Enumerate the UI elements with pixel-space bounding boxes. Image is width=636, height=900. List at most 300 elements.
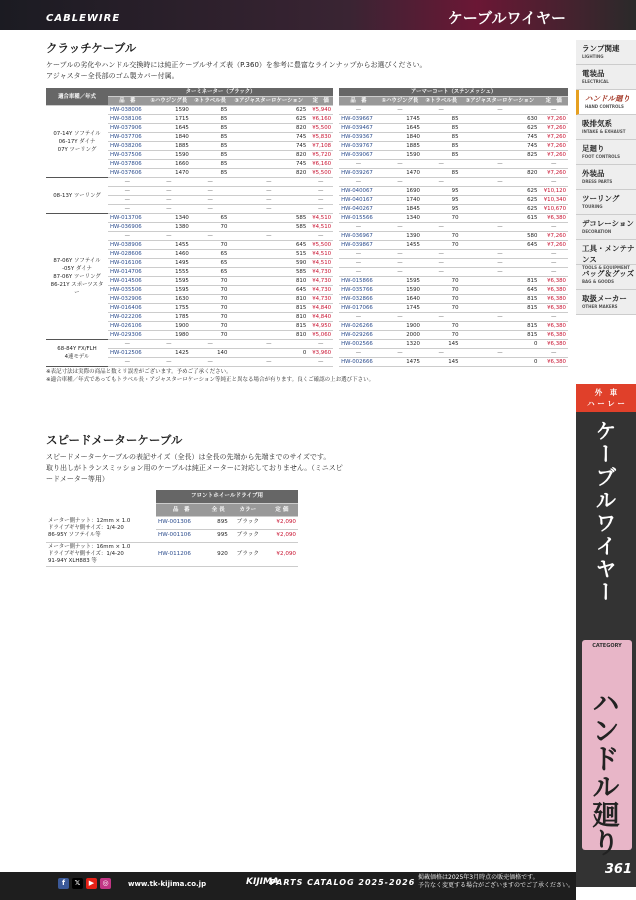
sidebar-item-sublabel: ELECTRICAL: [582, 79, 609, 84]
price: —: [539, 313, 568, 322]
sidebar-item-sublabel: BAG & GOODS: [582, 279, 614, 284]
price: —: [308, 340, 333, 349]
instagram-icon[interactable]: ◎: [100, 878, 111, 889]
clutch-section: [46, 36, 568, 384]
value: 85: [191, 160, 230, 169]
part-number: HW-037606: [108, 169, 147, 178]
value: 85: [191, 106, 230, 115]
value: 585: [229, 223, 308, 232]
value: —: [378, 268, 422, 277]
table-row: [46, 232, 568, 241]
part-number: HW-001306: [156, 516, 206, 529]
part-number: —: [108, 205, 147, 214]
sidebar-item[interactable]: [576, 215, 636, 240]
value: 65: [191, 259, 230, 268]
value: 1885: [147, 142, 191, 151]
value: —: [191, 358, 230, 367]
intro-line: ケーブルの劣化やハンドル交換時には純正ケーブルサイズ表（P.360）を参考に豊富なラインナップからお選びください。: [46, 61, 427, 69]
value: 95: [422, 196, 461, 205]
part-number: HW-016406: [108, 304, 147, 313]
value: 745: [229, 142, 308, 151]
value: 1595: [147, 286, 191, 295]
price: ¥7,260: [539, 232, 568, 241]
footer-note-line: 掲載価格は2025年3月時点の販売価格です。: [418, 874, 539, 881]
value: —: [378, 250, 422, 259]
value: 1425: [147, 349, 191, 358]
value: 95: [422, 205, 461, 214]
part-number: HW-015566: [339, 214, 378, 223]
value: 1745: [378, 115, 422, 124]
value: 625: [461, 205, 540, 214]
col-header: 品 番: [156, 503, 206, 516]
sns-icons: [58, 878, 111, 889]
part-number: HW-016106: [108, 259, 147, 268]
col-header: ①ハウジング長: [378, 97, 422, 106]
clutch-notes: [46, 368, 568, 384]
value: 1475: [378, 358, 422, 367]
value: 70: [422, 277, 461, 286]
value: 70: [191, 331, 230, 340]
sidebar-item-label: ツーリング: [582, 194, 620, 203]
value: 1900: [147, 322, 191, 331]
col-header: ②トラベル長: [422, 97, 461, 106]
header-title: ケーブルワイヤー: [447, 9, 566, 27]
sidebar-item-sublabel: DECORATION: [582, 229, 612, 234]
sidebar-item[interactable]: [576, 240, 636, 270]
part-number: —: [108, 178, 147, 187]
model-cell: 87-06Y ソフテイル -05Y ダイナ 87-06Y ツーリング 86-21Y スポーツスター: [46, 214, 108, 340]
value: 645: [229, 241, 308, 250]
price: ¥6,380: [539, 304, 568, 313]
footer-note-line: 予告なく変更する場合がございますのでご了承ください。: [418, 882, 575, 889]
value: 585: [229, 214, 308, 223]
model-cell: 07-14Y ソフテイル 06-17Y ダイナ 07Y ツーリング: [46, 106, 108, 178]
price: ¥4,510: [308, 250, 333, 259]
value: 825: [461, 151, 540, 160]
clutch-intro: [46, 60, 568, 82]
table-row: [46, 295, 568, 304]
value: 820: [229, 124, 308, 133]
header-bar: [0, 0, 636, 30]
value: 85: [191, 151, 230, 160]
value: —: [378, 313, 422, 322]
intro-line: スピードメーターケーブルの表記サイズ（全長）は全長の先端から先端までのサイズです。: [46, 453, 331, 461]
table-row: [46, 124, 568, 133]
fitment-cell: メーター側ナット：16mm × 1.0 ドライブギヤ側サイズ：1/4-20 91-94Y XLH883 等: [46, 542, 156, 566]
value: 1845: [378, 205, 422, 214]
part-number: HW-013706: [108, 214, 147, 223]
value: 1715: [147, 115, 191, 124]
col-header: ③アジャスターロケーション: [229, 97, 308, 106]
value: 0: [229, 349, 308, 358]
sidebar-item[interactable]: [576, 140, 636, 165]
price: —: [539, 106, 568, 115]
sidebar-item-label: 電装品: [582, 69, 605, 78]
value: 145: [422, 358, 461, 367]
sidebar-item-sublabel: OTHER MAKERS: [582, 304, 618, 309]
part-number: HW-039667: [339, 115, 378, 124]
part-number: HW-001106: [156, 529, 206, 542]
value: 810: [229, 295, 308, 304]
value: 70: [422, 214, 461, 223]
price: —: [308, 187, 333, 196]
value: —: [191, 205, 230, 214]
speedo-intro: [46, 452, 346, 485]
price: ¥6,380: [539, 286, 568, 295]
price: ¥4,510: [308, 214, 333, 223]
price: ¥2,090: [266, 529, 298, 542]
value: 70: [191, 223, 230, 232]
value: 70: [422, 304, 461, 313]
table-row: [46, 142, 568, 151]
price: ¥5,940: [308, 106, 333, 115]
value: —: [191, 178, 230, 187]
value: —: [191, 196, 230, 205]
value: 1320: [378, 340, 422, 349]
col-header: 品 番: [339, 97, 378, 106]
col-header: 定 価: [308, 97, 333, 106]
part-number: HW-002566: [339, 340, 378, 349]
col-header: 定 価: [539, 97, 568, 106]
value: 745: [461, 133, 540, 142]
sidebar-item[interactable]: [576, 40, 636, 65]
part-number: HW-014506: [108, 277, 147, 286]
value: 70: [422, 331, 461, 340]
value: —: [229, 340, 308, 349]
value: 895: [206, 516, 229, 529]
part-number: —: [108, 340, 147, 349]
col-header: カラー: [230, 503, 266, 516]
value: 85: [422, 151, 461, 160]
value: 85: [191, 142, 230, 151]
value: 745: [229, 160, 308, 169]
sidebar-item-label: 外装品: [582, 169, 605, 178]
part-number: HW-037906: [108, 124, 147, 133]
value: 1390: [378, 232, 422, 241]
part-number: HW-017066: [339, 304, 378, 313]
value: 1840: [147, 133, 191, 142]
value: 1690: [378, 187, 422, 196]
sidebar-item[interactable]: [576, 290, 636, 315]
sidebar-item-sublabel: FOOT CONTROLS: [582, 154, 620, 159]
price: ¥6,160: [308, 115, 333, 124]
table-row: [46, 187, 568, 196]
sidebar-item-sublabel: TOOLS & EQUIPMENT: [582, 265, 630, 270]
part-number: HW-038006: [108, 106, 147, 115]
side-block-harley: [576, 384, 636, 412]
table-row: [46, 331, 568, 340]
value: 1660: [147, 160, 191, 169]
value: —: [191, 187, 230, 196]
sidebar-item[interactable]: [576, 65, 636, 90]
price: ¥4,950: [308, 322, 333, 331]
value: —: [422, 178, 461, 187]
value: —: [147, 205, 191, 214]
value: 85: [191, 169, 230, 178]
price: ¥7,260: [539, 124, 568, 133]
table-row: [46, 322, 568, 331]
part-number: —: [339, 178, 378, 187]
value: 1745: [378, 304, 422, 313]
part-number: HW-032866: [339, 295, 378, 304]
value: 810: [229, 277, 308, 286]
table-row: [46, 340, 568, 349]
value: 85: [422, 169, 461, 178]
value: 625: [461, 124, 540, 133]
table-row: [46, 169, 568, 178]
sidebar-item-sublabel: LIGHTING: [582, 54, 604, 59]
value: —: [422, 313, 461, 322]
value: 1630: [147, 295, 191, 304]
sidebar-item[interactable]: [576, 115, 636, 140]
price: ¥5,060: [308, 331, 333, 340]
sidebar-item-label: ランプ関連: [582, 44, 620, 53]
price: ¥5,720: [308, 151, 333, 160]
price: ¥7,108: [308, 142, 333, 151]
sidebar-item[interactable]: [576, 165, 636, 190]
part-number: —: [339, 106, 378, 115]
table-row: [46, 115, 568, 124]
value: —: [147, 358, 191, 367]
part-number: HW-022206: [108, 313, 147, 322]
value: —: [378, 259, 422, 268]
col-header: ③アジャスターロケーション: [461, 97, 540, 106]
part-number: —: [108, 232, 147, 241]
value: —: [229, 232, 308, 241]
value: 70: [191, 295, 230, 304]
part-number: HW-039467: [339, 124, 378, 133]
value: 65: [191, 214, 230, 223]
table-row: [46, 151, 568, 160]
table-row: [46, 304, 568, 313]
value: 585: [229, 268, 308, 277]
category-title: ハンドル廻り: [588, 688, 621, 856]
value: 2000: [378, 331, 422, 340]
speedo-title: スピードメーターケーブル: [46, 433, 183, 447]
value: 745: [229, 133, 308, 142]
table-row: [46, 259, 568, 268]
value: 820: [461, 169, 540, 178]
part-number: HW-011206: [156, 542, 206, 566]
value: 645: [461, 286, 540, 295]
value: 1380: [147, 223, 191, 232]
price: ¥6,380: [539, 277, 568, 286]
part-number: —: [339, 250, 378, 259]
price: ¥5,500: [308, 169, 333, 178]
category-sidebar: [576, 40, 636, 315]
value: 85: [422, 142, 461, 151]
sidebar-item-label: 工具・メンテナンス: [582, 244, 635, 264]
sidebar-item-label: 取扱メーカー: [582, 294, 627, 303]
value: 1645: [147, 124, 191, 133]
part-number: HW-038206: [108, 142, 147, 151]
price: —: [308, 178, 333, 187]
sidebar-item-sublabel: HAND CONTROLS: [585, 104, 624, 109]
value: 815: [461, 322, 540, 331]
value: —: [378, 223, 422, 232]
category-label: CATEGORY: [592, 643, 622, 649]
sidebar-item[interactable]: [576, 190, 636, 215]
sidebar-item[interactable]: [576, 265, 636, 290]
price: ¥7,260: [539, 142, 568, 151]
part-number: HW-038906: [108, 241, 147, 250]
value: —: [147, 196, 191, 205]
price: ¥6,380: [539, 214, 568, 223]
page-number: 361: [604, 862, 632, 877]
table-row: [46, 542, 298, 566]
value: 645: [229, 286, 308, 295]
value: 1455: [378, 241, 422, 250]
part-number: HW-037806: [108, 160, 147, 169]
part-number: HW-037706: [108, 133, 147, 142]
table-row: [46, 178, 568, 187]
value: 1590: [378, 286, 422, 295]
value: 815: [229, 322, 308, 331]
part-number: HW-032906: [108, 295, 147, 304]
part-number: HW-039267: [339, 169, 378, 178]
x-icon[interactable]: 𝕏: [72, 878, 83, 889]
table-row: [46, 241, 568, 250]
value: 0: [461, 340, 540, 349]
value: —: [229, 178, 308, 187]
group-armorcoat: アーマーコート（ステンメッシュ）: [339, 88, 568, 97]
part-number: HW-012506: [108, 349, 147, 358]
website-link[interactable]: www.tk-kijima.co.jp: [128, 880, 207, 888]
price: —: [539, 223, 568, 232]
table-row: [46, 349, 568, 358]
price: ¥6,380: [539, 331, 568, 340]
part-number: —: [339, 160, 378, 169]
price: ¥4,510: [308, 223, 333, 232]
table-row: [46, 106, 568, 115]
value: 1755: [147, 304, 191, 313]
value: 625: [461, 187, 540, 196]
table-row: [46, 250, 568, 259]
price: —: [539, 349, 568, 358]
value: —: [422, 259, 461, 268]
value: —: [422, 106, 461, 115]
model-cell: 08-13Y ツーリング: [46, 178, 108, 214]
price: ¥7,260: [539, 241, 568, 250]
part-number: HW-040267: [339, 205, 378, 214]
value: —: [422, 250, 461, 259]
part-number: HW-028606: [108, 250, 147, 259]
part-number: HW-039867: [339, 241, 378, 250]
value: 645: [461, 241, 540, 250]
sidebar-item-label: 吸排気系: [582, 119, 612, 128]
value: 820: [229, 151, 308, 160]
sidebar-item[interactable]: [576, 90, 636, 115]
col-header: ①ハウジング長: [147, 97, 191, 106]
col-model: 適合車種／年式: [46, 88, 108, 106]
value: 85: [422, 124, 461, 133]
value: 95: [422, 187, 461, 196]
price: ¥6,160: [308, 160, 333, 169]
value: —: [191, 340, 230, 349]
table-row: [46, 160, 568, 169]
side-block-line: ハ ー レ ー: [587, 399, 625, 408]
value: 1595: [147, 277, 191, 286]
price: —: [308, 358, 333, 367]
value: —: [147, 232, 191, 241]
price: ¥4,730: [308, 295, 333, 304]
value: —: [229, 358, 308, 367]
price: ¥5,830: [308, 133, 333, 142]
value: 70: [191, 277, 230, 286]
value: 1980: [147, 331, 191, 340]
price: —: [539, 178, 568, 187]
part-number: HW-014706: [108, 268, 147, 277]
price: ¥2,090: [266, 542, 298, 566]
value: 70: [422, 232, 461, 241]
value: 815: [461, 304, 540, 313]
price: ¥4,510: [308, 259, 333, 268]
part-number: HW-029306: [108, 331, 147, 340]
price: ¥5,500: [308, 241, 333, 250]
part-number: —: [339, 313, 378, 322]
facebook-icon[interactable]: f: [58, 878, 69, 889]
value: 70: [191, 241, 230, 250]
price: —: [539, 160, 568, 169]
part-number: HW-036906: [108, 223, 147, 232]
value: —: [378, 349, 422, 358]
value: —: [461, 259, 540, 268]
clutch-title: クラッチケーブル: [46, 41, 137, 55]
part-number: HW-038106: [108, 115, 147, 124]
table-row: [46, 313, 568, 322]
price: ¥4,840: [308, 313, 333, 322]
table-row: [46, 214, 568, 223]
price: ¥4,730: [308, 277, 333, 286]
value: 1900: [378, 322, 422, 331]
price: ¥7,260: [539, 169, 568, 178]
youtube-icon[interactable]: ▶: [86, 878, 97, 889]
value: —: [461, 250, 540, 259]
price: —: [308, 205, 333, 214]
table-row: [46, 286, 568, 295]
part-number: —: [339, 349, 378, 358]
value: 815: [461, 277, 540, 286]
price: ¥7,260: [539, 133, 568, 142]
price: ¥7,260: [539, 151, 568, 160]
price: —: [539, 259, 568, 268]
side-title: ケーブルワイヤー: [593, 420, 617, 604]
part-number: HW-035506: [108, 286, 147, 295]
table-row: [46, 516, 298, 529]
value: 1785: [147, 313, 191, 322]
value: 0: [461, 358, 540, 367]
value: 65: [191, 268, 230, 277]
col-header: 全 長: [206, 503, 229, 516]
value: 590: [229, 259, 308, 268]
intro-line: アジャスター全長部のゴム製カバー付属。: [46, 72, 179, 80]
value: —: [229, 196, 308, 205]
part-number: HW-026106: [108, 322, 147, 331]
price: ¥6,380: [539, 340, 568, 349]
price: —: [539, 268, 568, 277]
value: 85: [422, 115, 461, 124]
col-header: 定 価: [266, 503, 298, 516]
value: —: [461, 349, 540, 358]
value: 1340: [147, 214, 191, 223]
value: 615: [461, 214, 540, 223]
price: —: [539, 250, 568, 259]
value: 515: [229, 250, 308, 259]
value: 70: [191, 304, 230, 313]
value: 1840: [378, 133, 422, 142]
value: 1555: [147, 268, 191, 277]
value: 1470: [147, 169, 191, 178]
